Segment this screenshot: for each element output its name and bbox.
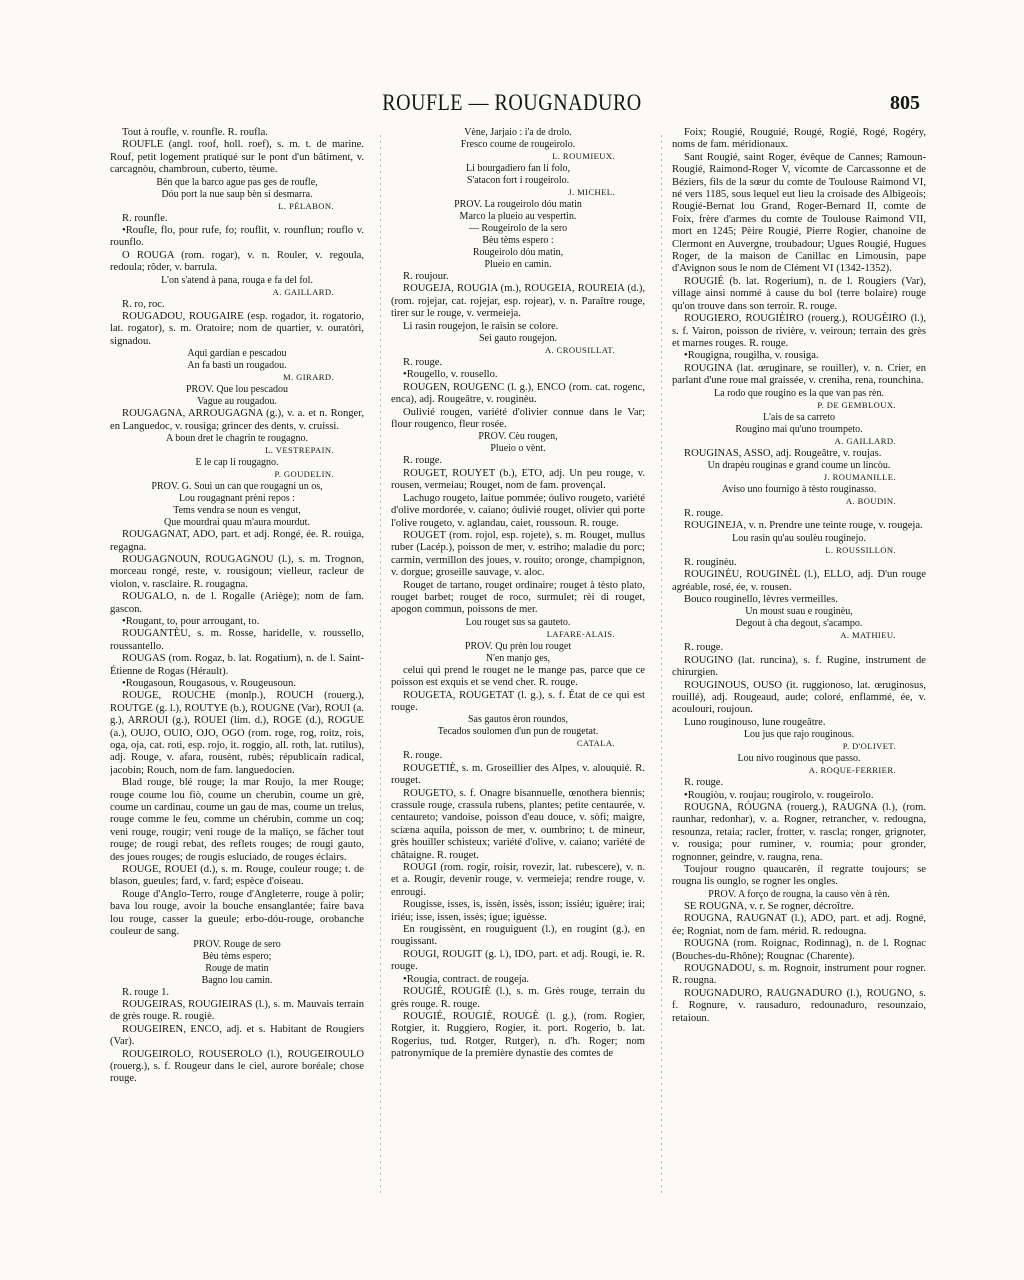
citation-quote: A boun dret le chagrin te rougagno. <box>166 433 308 445</box>
citation-quote: PROV. A forço de rougna, la causo vèn à rèn. <box>708 888 890 900</box>
dictionary-entry: R. rounfle. <box>122 212 168 224</box>
dictionary-entry: ROUGADOU, ROUGAIRE (esp. rogador, it. rogatorio, lat. rogator), s. m. Oratoire; nom de quartier, v. ouratòri, signadou. <box>110 311 364 347</box>
dictionary-entry: ROUGIÉ (b. lat. Rogerium), n. de l. Rougiers (Var), village ainsi nommé à cause du bol (terre bolaire) rouge qu'on trouve dans son terroir. R. rouge. <box>672 275 926 312</box>
citation-author: P. DE GEMBLOUX. <box>817 399 896 410</box>
dictionary-entry: ROUGAGNA, ARROUGAGNA (g.), v. a. et n. Ronger, en Languedoc, v. rousiga; grincer des dents, v. cruissi. <box>110 408 364 432</box>
citation-author: P. GOUDELIN. <box>274 469 334 480</box>
citation-quote: Li bourgadiero fan li folo, S'atacon fort i rougeirolo. <box>466 163 570 186</box>
citation-quote: PROV. La rougeirolo dóu matin Marco la plueio au vespertin. — Rougeirolo de la sero Bèu tèms espero : Rougeirolo dóu matin, Plueio en camin. <box>454 199 582 270</box>
dictionary-entry: Foix; Rougié, Rouguié, Rougé, Rogié, Rogé, Rogéry, noms de fam. méridionaux. <box>672 127 926 151</box>
dictionary-entry: R. rouge. <box>403 455 443 467</box>
dictionary-entry: ROUGETA, ROUGETAT (l. g.), s. f. État de ce qui est rouge. <box>391 689 645 713</box>
citation-author: L. PÉLABON. <box>278 200 334 211</box>
dictionary-entry: R. rouge. <box>684 507 724 519</box>
dictionary-entry: ROUGAGNOUN, ROUGAGNOU (l.), s. m. Trognon, morceau rongé, reste, v. rousigoun; vielleur, racleur de violon, v. rasclaire. R. rougagna. <box>110 553 364 590</box>
citation-quote: Lou jus que rajo rouginous. <box>743 729 855 741</box>
citation-quote: Lou nivo rouginous que passo. <box>737 753 861 765</box>
dictionary-entry: •Rougiòu, v. roujau; rougirolo, v. rougeirolo. <box>684 789 874 801</box>
citation-author: L. ROUMIEUX. <box>552 151 615 161</box>
citation-quote: Un moust suau e rouginèu, Degout à cha degout, s'acampo. <box>735 606 863 630</box>
citation-quote: Lou rouget sus sa gauteto. <box>465 616 571 628</box>
dictionary-entry: ROUGEIRAS, ROUGIEIRAS (l.), s. m. Mauvais terrain de grès rouge. R. rougiè. <box>110 998 364 1023</box>
dictionary-entry: ROUGEIROLO, ROUSEROLO (l.), ROUGEIROULO (rouerg.), s. f. Rougeur dans le ciel, aurore boréale; chose rouge. <box>110 1048 364 1085</box>
dictionary-entry: Sant Rougié, saint Roger, évêque de Cannes; Ramoun-Rougié, Raimond-Roger V, vicomte de Carcassonne et de Béziers, fils de la sœur du comte de Toulouse Raimond VI, né vers 1185, sous lequel eut lieu la croisade des Albigeois; Rougié-Bernat lou Grand, Roger-Bernard II, comte de Foix, frère d'armes du comte de Toulouse Raimond VII, mort en 1245; Pèire Rougié, Pierre Rogier, chanoine de Clermont en Auvergne, troubadour; Ugues Rougié, Hugues Roger, de la maison de Canillac en Limousin, pape d'Avignon sous le nom de Clément VI (1342-1352). <box>672 151 926 275</box>
dictionary-entry: ROUGE, ROUCHE (monlp.), ROUCH (rouerg.), ROUTGE (g. l.), ROUTYE (b.), ROUGNE (Var), ROUI (a. g.), ARROUI (g.), ROUEI (lim. d.), ROGE (d.), ROGUE (a.), OUJO, OUIO, OJO, OGO (rom. roge, rog, roitz, rois, oga, oja, cat. roti, esp. rojo, it. roggio, all. roth, lat. rutilus), adj. Rouge, v. afara, rousènt, rubès; républicain radical, jacobin; Rouch, nom de fam. languedocien. <box>110 690 364 776</box>
dictionary-entry: R. rouge. <box>403 750 443 762</box>
dictionary-entry: ROUGINA (lat. œruginare, se rouiller), v. n. Crier, en parlant d'une roue mal graissée, v. creniha, rena, rounchina. <box>672 362 926 387</box>
citation-quote: Bèn que la barco ague pas ges de roufle, Dóu port la nue saup bèn si desmarra. <box>156 176 318 200</box>
citation-author: A. BOUDIN. <box>845 495 896 506</box>
dictionary-entry: SE ROUGNA, v. r. Se rogner, décroître. <box>684 900 854 912</box>
dictionary-entry: •Rougello, v. rousello. <box>403 369 498 381</box>
dictionary-entry: •Rougant, to, pour arrougant, to. <box>122 615 260 627</box>
dictionary-entry: ROUFLE (angl. roof, holl. roef), s. m. t. de marine. Rouf, petit logement pratiqué sur le pont d'un bâtiment, v. carcagnòu, chambroun, cuberto, tèume. <box>110 139 364 176</box>
citation-author: CATALA. <box>576 738 615 749</box>
dictionary-entry: ROUGE, ROUEI (d.), s. m. Rouge, couleur rouge; t. de blason, gueules; fard, v. fard; espèce d'oiseau. <box>110 864 364 888</box>
dictionary-entry: ROUGINO (lat. runcina), s. f. Rugine, instrument de chirurgien. <box>672 654 926 679</box>
dictionary-entry: ROUGNA (rom. Roignac, Rodinnag), n. de l. Rognac (Bouches-du-Rhône); Rougnac (Charente). <box>672 938 926 962</box>
dictionary-entry: ROUGALO, n. de l. Rogalle (Ariège); nom de fam. gascon. <box>110 591 364 615</box>
citation-quote: Sas gautos èron roundos, Tecados soulomen d'un pun de rougetat. <box>437 714 599 738</box>
dictionary-entry: ROUGINOUS, OUSO (it. ruggionoso, lat. œruginosus, rouillé), adj. Rougeaud, aude; coloré, enflammé, ée, v. acoulouri, roujoun. <box>672 679 926 716</box>
dictionary-entry: Toujour rougno quaucarèn, il regratte toujours; se rougna lis ounglo, se rogner les ongles. <box>672 864 926 888</box>
dictionary-entry: ROUGNA, RAUGNAT (l.), ADO, part. et adj. Rogné, ée; Rogniat, nom de fam. mérid. R. redougna. <box>672 913 926 937</box>
dictionary-entry: ROUGINEJA, v. n. Prendre une teinte rouge, v. rougeja. <box>684 520 923 532</box>
dictionary-entry: ROUGINAS, ASSO, adj. Rougeâtre, v. roujas. <box>684 447 882 459</box>
dictionary-entry: ROUGNA, RÓUGNA (rouerg.), RAUGNA (l.), (rom. raunhar, redonhar), v. a. Rogner, retrancher, v. redougna, resounza, retaia; racler, frotter, v. rascla; ronger, grignoter, v. rousiga; pour ruminer, v. roumia; pour gronder, rognonner, geindre, v. raugna, rena. <box>672 802 926 863</box>
running-title: ROUFLE — ROUGNADURO <box>382 90 642 116</box>
column-divider <box>380 135 381 1195</box>
dictionary-entry: ROUGANTÈU, s. m. Rosse, haridelle, v. roussello, roussantello. <box>110 628 364 652</box>
dictionary-entry: ROUGET, ROUYET (b.), ETO, adj. Un peu rouge, v. rousen, vermeiau; Rouget, nom de fam. provençal. <box>391 467 645 492</box>
dictionary-entry: R. rouge 1. <box>122 986 170 998</box>
dictionary-entry: R. rouge. <box>403 357 443 369</box>
citation-author: J. MICHEL. <box>568 187 615 197</box>
dictionary-entry: Blad rouge, blé rouge; la mar Roujo, la mer Rouge; rouge coume lou fiò, coume un cherubin, coume un grè, coume un cardinau, coume un gau de mas, coume un trelus, rouge comme le feu, comme un chérubin, comme un coq; veni rouge, rougir; veni rouge de la maliço, se fâcher tout rouge; de rougi rebat, des reflets rouges; de rougi gauto, des joues rouges; de rougis esluciado, de rouges éclairs. <box>110 777 364 863</box>
citation-author: M. GIRARD. <box>282 372 334 383</box>
dictionary-entry: Lachugo rougeto, laitue pommée; óulivo rougeto, variété d'olive mordorée, v. caiano; óulivié rouget, olivier qui porte l'olive rougeto, v. aglandau, caiet, roussoun. R. rouge. <box>391 492 645 529</box>
dictionary-entry: R. rouge. <box>684 642 724 654</box>
citation-quote: PROV. Qu prèn lou rouget N'en manjo ges, <box>464 640 572 664</box>
dictionary-entry: ROUGAS (rom. Rogaz, b. lat. Rogatium), n. de l. Saint-Étienne de Rogas (Hérault). <box>110 653 364 677</box>
citation-author: A. GAILLARD. <box>834 435 896 446</box>
citation-author: A. CROUSILLAT. <box>544 345 615 356</box>
dictionary-entry: •Rougigna, rougilha, v. rousiga. <box>684 350 819 362</box>
dictionary-entry: R. roujour. <box>403 271 449 282</box>
dictionary-entry: ROUGEJA, ROUGIA (m.), ROUGEIA, ROUREIA (d.), (rom. rojejar, cat. rojejar, esp. rojear), v. n. Paraître rouge, tirer sur le rouge, v. vermeieja. <box>391 283 645 320</box>
citation-quote: PROV. G. Soui un can que rougagni un os, Lou rougagnant prèni repos : Tems vendra se noun es vengut, Que mourdrai quau m'aura mourdut. <box>151 481 323 529</box>
dictionary-entry: R. rouginèu. <box>684 556 737 568</box>
dictionary-entry: Bouco rouginello, lèvres vermeilles. <box>684 593 838 605</box>
dictionary-entry: •Rougasoun, Rougasous, v. Rougeusoun. <box>122 677 296 689</box>
citation-author: A. GAILLARD. <box>272 286 334 297</box>
dictionary-entry: ROUGNADURO, RAUGNADURO (l.), ROUGNO, s. f. Rognure, v. rausaduro, redounaduro, resounzaio, retaioun. <box>672 987 926 1024</box>
dictionary-entry: Rouge d'Anglo-Terro, rouge d'Angleterre, rouge à polir; bava lou rouge, avoir la bouche ensanglantée; faire bava lou rouge, casser la gueule; erbo-dóu-rouge, orobanche couleur de sang. <box>110 888 364 938</box>
dictionary-entry: En rougissènt, en rouguiguent (l.), en rougint (g.), en rougissant. <box>391 924 645 948</box>
citation-author: L. VESTREPAIN. <box>265 445 334 456</box>
page-number: 805 <box>890 92 920 114</box>
citation-author: L. ROUSSILLON. <box>825 544 896 555</box>
dictionary-entry: ROUGNADOU, s. m. Rognoir, instrument pour rogner. R. rougna. <box>672 962 926 987</box>
dictionary-entry: Luno rouginouso, lune rougeâtre. <box>684 716 826 728</box>
dictionary-entry: ROUGI, ROUGIT (g. l.), IDO, part. et adj. Rougi, ie. R. rouge. <box>391 948 645 973</box>
dictionary-entry: ROUGI (rom. rogir, roisir, rovezir, lat. rubescere), v. n. et a. Rougir, devenir rouge, v. vermeieja; rendre rouge, v. enrougi. <box>391 862 645 898</box>
dictionary-entry: ROUGETO, s. f. Onagre bisannuelle, œnothera biennis; crassule rouge, crassula rubens, plantes; petite centaurée, v. centaureto; vandoise, poisson d'eau douce, v. sòfi; maigre, sciæna aquila, poisson de mer, v. oumbrino; t. de mineur, grès houiller schisteux; variété d'olive, v. caiano; variété de châtaigne. R. rouget. <box>391 787 645 861</box>
citation-quote: PROV. Cèu rougen, Plueio o vènt. <box>478 431 558 455</box>
dictionary-entry: Rouget de tartano, rouget ordinaire; rouget à tèsto plato, rouget barbet; rouget de roco, surmulet; rèi di rouget, apogon commun, poissons de mer. <box>391 579 645 616</box>
dictionary-entry: R. ro, roc. <box>122 298 165 310</box>
citation-quote: L'ais de sa carreto Rougino mai qu'uno troumpeto. <box>735 411 863 435</box>
citation-quote: Lou rasin qu'au soulèu rouginejo. <box>732 532 866 544</box>
citation-quote: PROV. Rouge de sero Bèu tèms espero; Rouge de matin Bagno lou camin. <box>193 938 281 986</box>
citation-author: A. ROQUE-FERRIER. <box>808 765 896 776</box>
dictionary-entry: Oulivié rougen, variété d'olivier connue dans le Var; flour rougenco, fleur rosée. <box>391 406 645 431</box>
dictionary-entry: ROUGIÉ, ROUGIÈ, ROUGÈ (l. g.), (rom. Rogier, Rotgier, it. Ruggiero, Rogier, it. port. Rogerio, b. lat. Rogerius, tud. Rotger, Rutger), n. d'h. Roger; nom patronymique de la première dynastie des comtes de <box>391 1010 645 1060</box>
dictionary-entry: ROUGIÉ, ROUGIÈ (l.), s. m. Grès rouge, terrain du grès rouge. R. rouge. <box>391 986 645 1010</box>
dictionary-entry: ROUGEIREN, ENCO, adj. et s. Habitant de Rougiers (Var). <box>110 1023 364 1048</box>
citation-quote: Aqui gardian e pescadou An fa bastì un rougadou. <box>187 348 287 372</box>
citation-author: LAFARE-ALAIS. <box>546 628 615 639</box>
citation-quote: Sei gauto rougejon. <box>478 333 558 345</box>
citation-quote: L'on s'atend à pana, rouga e fa del fol. <box>161 274 313 286</box>
dictionary-entry: ROUGINÈU, ROUGINÈL (l.), ELLO, adj. D'un rouge agréable, rosé, ée, v. rousen. <box>672 569 926 593</box>
citation-quote: E le cap li rougagno. <box>195 457 279 469</box>
dictionary-entry: Rougisse, isses, is, issèn, issès, isson; issiéu; iguère; irai; iriéu; isse, issen, issès; igue; iguèsse. <box>391 899 645 923</box>
dictionary-entry: ROUGIERO, ROUGIÈIRO (rouerg.), ROUGÈIRO (l.), s. f. Vairon, poisson de rivière, v. veiroun; terrain des grès et marnes rouges. R. rouge. <box>672 313 926 349</box>
dictionary-entry: ROUGETIÈ, s. m. Groseillier des Alpes, v. alouquié. R. rouget. <box>391 762 645 787</box>
citation-author: J. ROUMANILLE. <box>823 471 896 482</box>
dictionary-entry: Li rasin rougejon, le raisin se colore. <box>403 320 559 332</box>
page-header <box>0 92 1024 122</box>
citation-quote: Vène, Jarjaio : i'a de drolo. Fresco coume de rougeirolo. <box>460 127 576 150</box>
dictionary-entry: ROUGAGNAT, ADO, part. et adj. Rongé, ée. R. rouiga, regagna. <box>110 529 364 553</box>
citation-quote: PROV. Que lou pescadou Vague au rougadou. <box>185 384 289 408</box>
citation-author: A. MATHIEU. <box>840 630 896 641</box>
dictionary-entry: •Roufle, flo, pour rufe, fo; rouflit, v. rounflun; rouflo v. rounflo. <box>110 225 364 249</box>
citation-quote: La rodo que rougino es la que van pas rèn. <box>714 387 884 399</box>
citation-quote: Un drapèu rouginas e grand coume un lincòu. <box>707 459 891 471</box>
dictionary-entry: Tout à roufle, v. rounfle. R. roufla. <box>122 127 268 138</box>
dictionary-entry: ROUGET (rom. rojol, esp. rojete), s. m. Rouget, mullus ruber (Lacép.), poisson de mer, v. estriho; maladie du porc; carmin, vermillon des joues, v. rouito; oronge, champignon, v. dorgue; groseille sauvage, v. aloc. <box>391 529 645 579</box>
dictionary-entry: R. rouge. <box>684 777 724 789</box>
dictionary-column-right <box>672 127 926 1195</box>
dictionary-entry: •Rougia, contract. de rougeja. <box>403 973 530 985</box>
column-divider <box>661 135 662 1195</box>
citation-quote: Aviso uno fournigo à tèsto rouginasso. <box>721 483 877 495</box>
dictionary-entry: O ROUGA (rom. rogar), v. n. Rouler, v. regoula, redoula; rôder, v. barrula. <box>110 249 364 274</box>
dictionary-entry: celui qui prend le rouget ne le mange pas, parce que ce poisson est exquis et se vend cher. R. rouge. <box>391 664 645 689</box>
dictionary-entry: ROUGEN, ROUGENC (l. g.), ENCO (rom. cat. rogenc, enca), adj. Rougeâtre, v. rouginèu. <box>391 381 645 406</box>
dictionary-column-middle <box>391 127 645 1195</box>
dictionary-column-left <box>110 127 364 1195</box>
citation-author: P. D'OLIVET. <box>842 741 896 752</box>
